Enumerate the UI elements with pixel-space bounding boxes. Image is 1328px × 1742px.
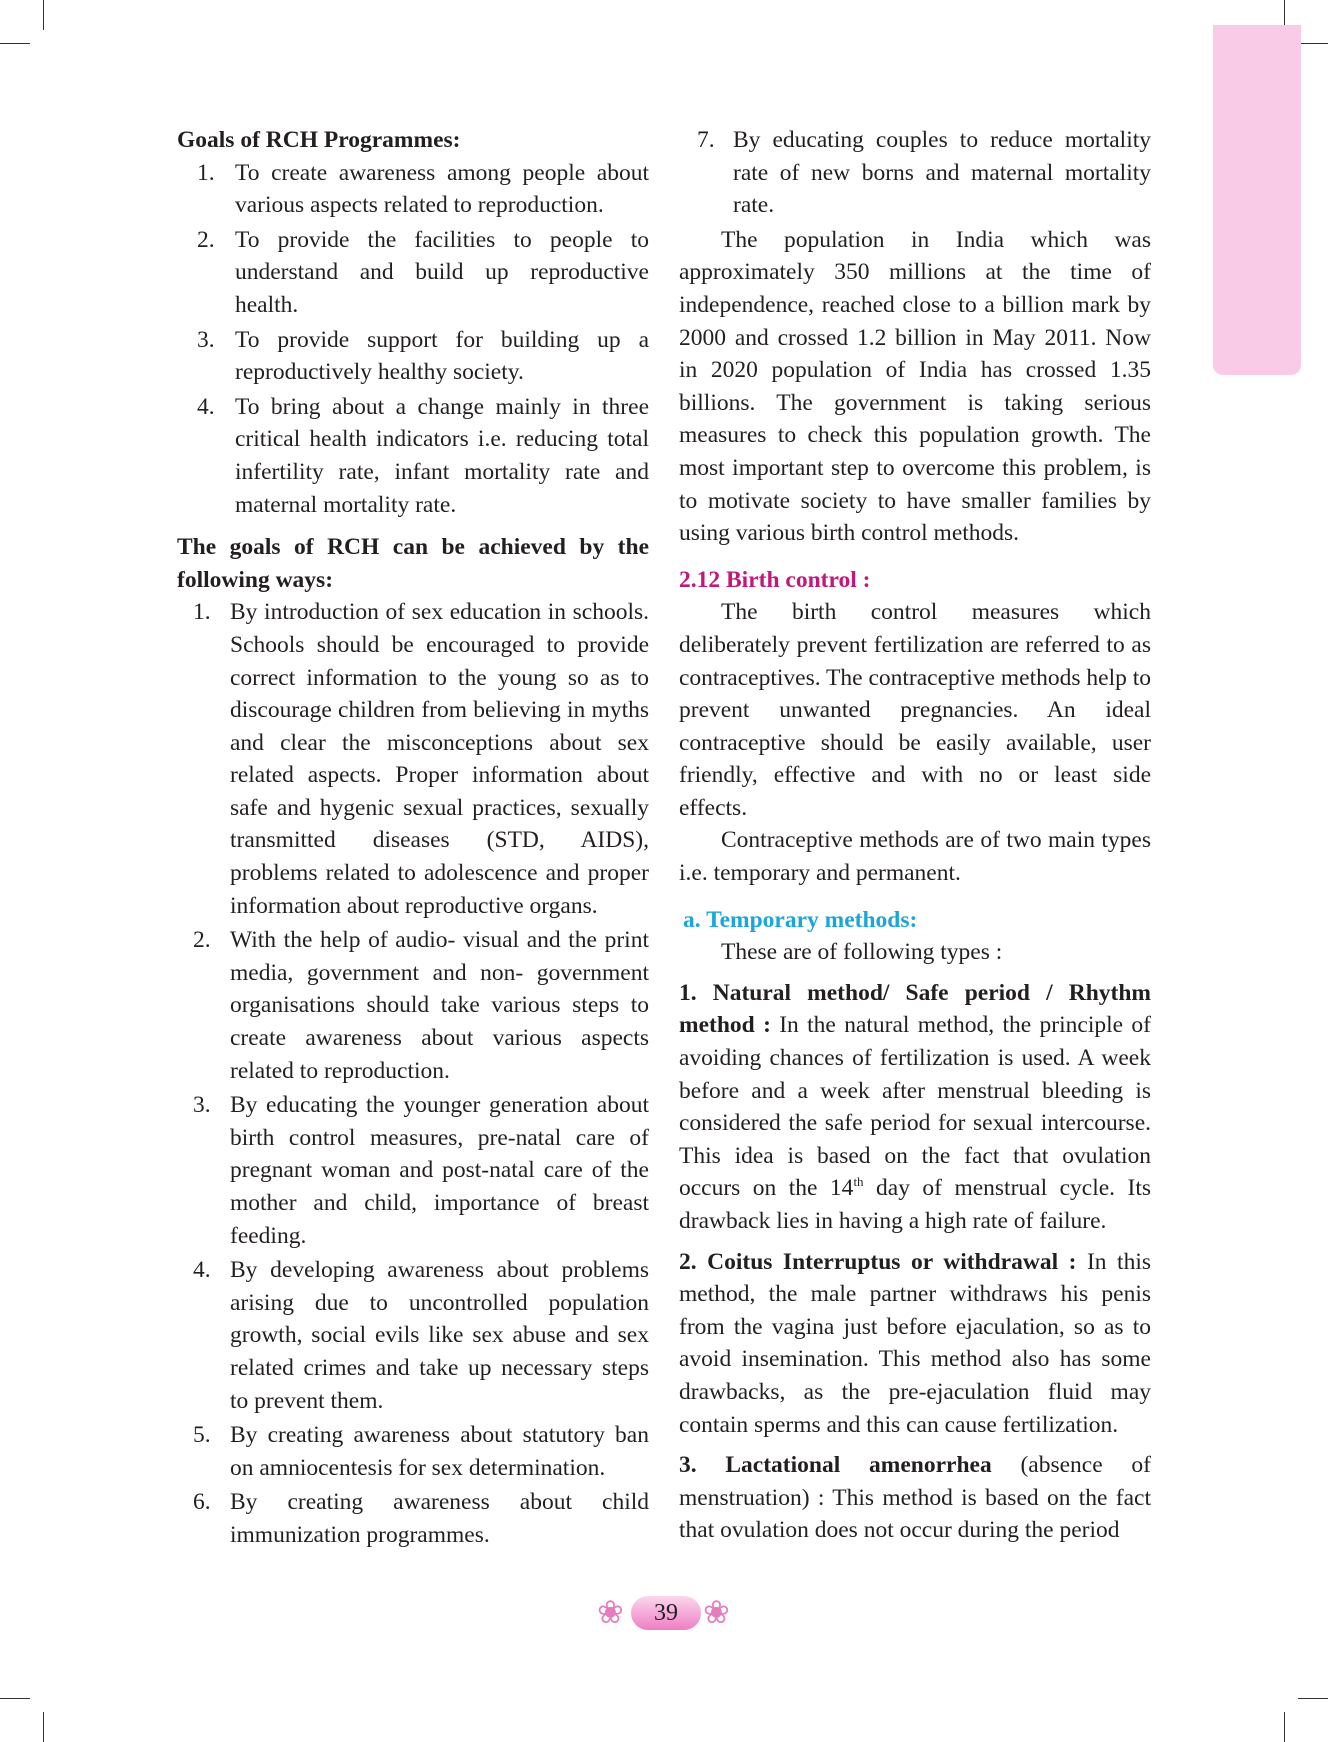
item-number: 3. [197,326,215,353]
item-text: By developing awareness about problems arising due to uncontrolled population growth, social evils like sex abuse and sex related crimes and take up necessary steps to prevent them. [230,1257,649,1414]
item-text: To bring about a change mainly in three critical health indicators i.e. reducing total infertility rate, infant mortality rate and maternal mortality rate. [235,393,649,518]
list-item [177,391,649,521]
method-1-paragraph [679,977,1151,1238]
list-item [177,1254,649,1417]
crop-mark [1298,43,1328,44]
right-column [679,124,1151,1547]
population-paragraph: The population in India which was approximately 350 millions at the time of independence, reached close to a billion mark by 2000 and crossed 1.2 billion in May 2011. Now in 2020 population of India has crossed 1.35 billions. The government is taking serious measures to check this population growth. The most important step to overcome this problem, is to motivate society to have smaller families by using various birth control methods. [679,226,1151,547]
item-number: 7. [697,127,715,153]
item-text: To provide the facilities to people to understand and build up reproductive health. [235,226,649,318]
list-item [177,596,649,922]
crop-mark [1298,1698,1328,1699]
crop-mark [0,1698,30,1699]
section-heading: 2.12 Birth control : [679,566,871,593]
crop-mark [43,0,44,30]
flower-ornament-icon: ❀ [703,1594,730,1630]
list-item [177,324,649,389]
list-item [679,124,1151,222]
item-number: 1. [193,599,211,626]
goals-list [177,157,649,522]
crop-mark [0,43,30,44]
item-text: By educating the younger generation about birth control measures, pre-natal care of pregnant woman and post-natal care of the mother and child, importance of breast feeding. [230,1092,649,1249]
method-2-title: 2. Coitus Interruptus or withdrawal : [679,1248,1077,1275]
ways-heading: The goals of RCH can be achieved by the following ways: [177,534,649,593]
ways-list [177,596,649,1551]
page-footer [597,1590,735,1634]
types-line: These are of following types : [721,939,1003,966]
item-text: By introduction of sex education in schools. Schools should be encouraged to provide correct information to the young so as to discourage children from believing in myths and clear the misconceptions about sex related aspects. Proper information about safe and hygenic sexual practices, sexually transmitted diseases (STD, AIDS), problems related to adolescence and proper information about reproductive organs. [230,599,649,919]
contraceptive-paragraph: Contraceptive methods are of two main types i.e. temporary and permanent. [679,827,1151,887]
item-text: To provide support for building up a reproductively healthy society. [235,326,649,386]
temporary-methods-heading: a. Temporary methods: [683,906,918,933]
item-number: 3. [193,1092,211,1119]
method-3-text: (absence of menstruation) : This method is based on the fact that ovulation does not occur during the period [679,1452,1151,1544]
item-number: 2. [193,927,211,954]
list-item [177,1486,649,1551]
item-number: 4. [197,393,215,420]
list-item [177,924,649,1087]
list-item [177,1419,649,1484]
list-item [177,224,649,322]
item-number: 1. [197,159,215,186]
flower-ornament-icon: ❀ [597,1594,624,1630]
list-item [177,1089,649,1252]
left-column [177,124,649,1554]
list-item [177,157,649,222]
item-number: 2. [197,226,215,253]
superscript: th [853,1174,864,1190]
method-1-text-b: day of menstrual cycle. Its drawback lies in having a high rate of failure. [679,1175,1151,1234]
page-number: 39 [654,1600,678,1626]
crop-mark [1284,1712,1285,1742]
item-text: By educating couples to reduce mortality rate of new borns and maternal mortality rate. [733,127,1151,219]
method-3-title: 3. Lactational amenorrhea [679,1452,992,1479]
ways-list-continued [679,124,1151,222]
method-3-paragraph [679,1449,1151,1547]
item-text: To create awareness among people about various aspects related to reproduction. [235,159,649,219]
item-number: 4. [193,1257,211,1284]
item-text: With the help of audio- visual and the print media, government and non- government organisations should take various steps to create awareness about various aspects related to reproduction. [230,927,649,1084]
item-text: By creating awareness about child immunization programmes. [230,1489,649,1548]
item-number: 5. [193,1422,211,1449]
chapter-tab [1213,25,1301,375]
birth-control-paragraph: The birth control measures which deliberately prevent fertilization are referred to as contraceptives. The contraceptive methods help to prevent unwanted pregnancies. An ideal contraceptive should be easily available, user friendly, effective and with no or least side effects. [679,599,1152,821]
method-2-text: In this method, the male partner withdraws his penis from the vagina just before ejaculation, so as to avoid insemination. This method also has some drawbacks, as the pre-ejaculation fluid may contain sperms and this can cause fertilization. [679,1248,1152,1438]
item-number: 6. [193,1489,211,1516]
goals-heading: Goals of RCH Programmes: [177,127,461,153]
item-text: By creating awareness about statutory ban on amniocentesis for sex determination. [230,1422,649,1481]
crop-mark [43,1712,44,1742]
method-2-paragraph [679,1246,1151,1442]
method-1-title: 1. Natural method/ Safe period / Rhythm method : [679,979,1151,1039]
method-1-text-a: In the natural method, the principle of avoiding chances of fertilization is used. A week before and a week after menstrual bleeding is considered the safe period for sexual intercourse. This idea is based on the fact that ovulation occurs on the 14 [679,1012,1151,1202]
